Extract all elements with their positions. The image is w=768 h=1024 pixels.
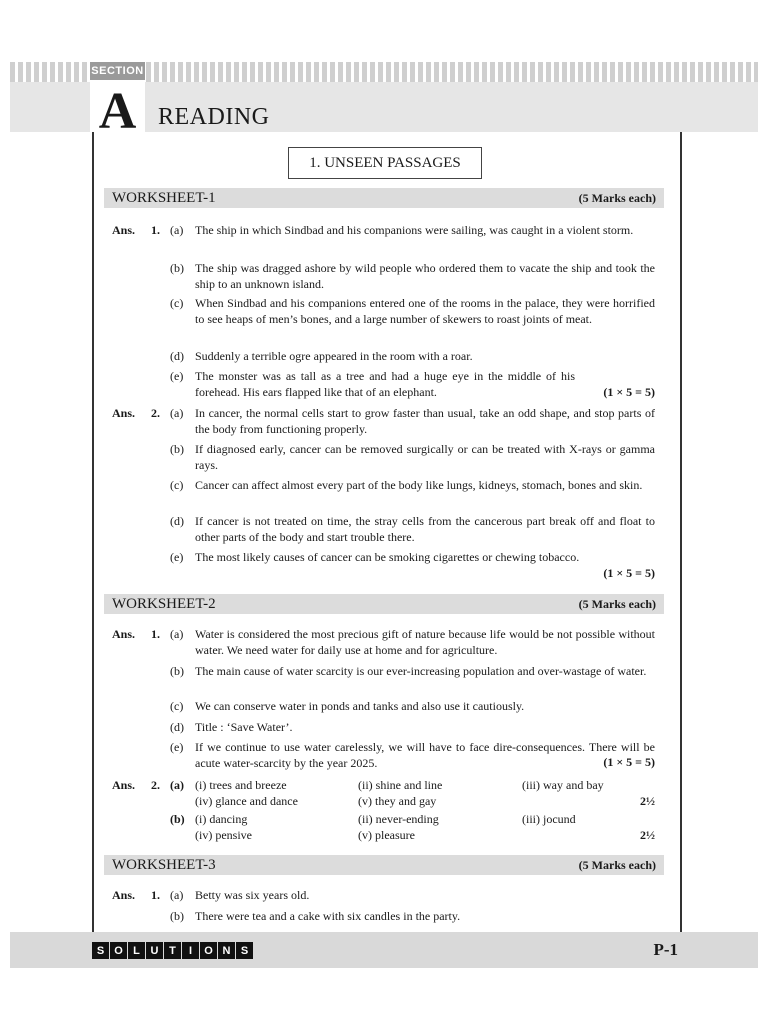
- worksheet-2-header: [104, 594, 664, 614]
- question-number: 1.: [151, 627, 160, 641]
- logo-letter: L: [128, 942, 145, 959]
- question-number: 1.: [151, 223, 160, 237]
- logo-letter: S: [92, 942, 109, 959]
- match-cell: (v) they and gay: [358, 794, 437, 808]
- answer-text: Cancer can affect almost every part of the body like lungs, kidneys, stomach, bones and skin.: [195, 478, 643, 492]
- match-cell: (ii) shine and line: [358, 778, 443, 792]
- worksheet-marks: (5 Marks each): [578, 596, 656, 611]
- answer-text: The most likely causes of cancer can be smoking cigarettes or chewing tobacco.: [195, 550, 580, 564]
- item-label: (e): [170, 369, 184, 383]
- item-label: (c): [170, 699, 184, 713]
- item-label: (d): [170, 514, 184, 528]
- answer-text: The monster was as tall as a tree and had a huge eye in the middle of his forehead. His ears flapped like that of an elephant.: [195, 369, 575, 399]
- question-number: 2.: [151, 406, 160, 420]
- logo-letter: T: [164, 942, 181, 959]
- item-label: (c): [170, 478, 184, 492]
- match-cell: (v) pleasure: [358, 828, 415, 842]
- item-label: (e): [170, 740, 184, 754]
- section-title: READING: [158, 104, 270, 130]
- match-cell: (ii) never-ending: [358, 812, 439, 826]
- match-cell: (iv) pensive: [195, 828, 252, 842]
- logo-letter: I: [182, 942, 199, 959]
- item-label: (b): [170, 909, 184, 923]
- answer-label: Ans.: [112, 627, 136, 641]
- answer-text: Betty was six years old.: [195, 888, 310, 902]
- match-cell: (i) dancing: [195, 812, 248, 826]
- question-number: 2.: [151, 778, 160, 792]
- answer-text: The ship was dragged ashore by wild people who ordered them to vacate the ship and took the ship to an unknown island.: [195, 261, 655, 291]
- logo-letter: N: [218, 942, 235, 959]
- question-number: 1.: [151, 888, 160, 902]
- answer-text: If we continue to use water carelessly, we will have to face dire-consequences. There will be acute water-scarcity by the year 2025.: [195, 740, 655, 770]
- answer-label: Ans.: [112, 888, 136, 902]
- match-cell: (iii) jocund: [522, 812, 576, 826]
- section-tag: SECTION: [90, 62, 145, 80]
- answer-label: Ans.: [112, 406, 136, 420]
- answer-text: Title : ‘Save Water’.: [195, 720, 293, 734]
- item-label: (a): [170, 223, 184, 237]
- answer-text: In cancer, the normal cells start to grow faster than usual, take an odd shape, and stop parts of the body from functioning properly.: [195, 406, 655, 436]
- answer-label: Ans.: [112, 778, 136, 792]
- worksheet-3-header: [104, 855, 664, 875]
- match-cell: (iii) way and bay: [522, 778, 604, 792]
- answer-label: Ans.: [112, 223, 136, 237]
- item-label: (a): [170, 888, 184, 902]
- logo-letter: S: [236, 942, 253, 959]
- answer-text: If cancer is not treated on time, the stray cells from the cancerous part break off and float to other parts of the body and start trouble there.: [195, 514, 655, 544]
- logo-letter: O: [110, 942, 127, 959]
- marks-label: (1 × 5 = 5): [603, 385, 655, 399]
- item-label: (b): [170, 442, 184, 456]
- worksheet-marks: (5 Marks each): [578, 857, 656, 872]
- answer-text: There were tea and a cake with six candles in the party.: [195, 909, 461, 923]
- item-label: (b): [170, 261, 184, 275]
- worksheet-title: WORKSHEET-2: [112, 595, 216, 612]
- item-label: (d): [170, 349, 184, 363]
- marks-label: (1 × 5 = 5): [603, 566, 655, 580]
- match-cell: (iv) glance and dance: [195, 794, 298, 808]
- answer-text: If diagnosed early, cancer can be removed surgically or can be treated with X-rays or gamma rays.: [195, 442, 655, 472]
- chapter-title: 1. UNSEEN PASSAGES: [288, 147, 482, 179]
- marks-label: 2½: [640, 794, 655, 808]
- item-label: (d): [170, 720, 184, 734]
- worksheet-1-header: [104, 188, 664, 208]
- logo-letter: U: [146, 942, 163, 959]
- item-label: (a): [170, 778, 184, 792]
- item-label: (a): [170, 406, 184, 420]
- answer-text: The ship in which Sindbad and his companions were sailing, was caught in a violent storm.: [195, 223, 634, 237]
- marks-label: 2½: [640, 828, 655, 842]
- worksheet-marks: (5 Marks each): [578, 190, 656, 205]
- answer-text: We can conserve water in ponds and tanks and also use it cautiously.: [195, 699, 525, 713]
- logo-letter: O: [200, 942, 217, 959]
- answer-text: The main cause of water scarcity is our ever-increasing population and over-wastage of water.: [195, 664, 647, 678]
- answer-text: When Sindbad and his companions entered one of the rooms in the palace, they were horrified to see heaps of men’s bones, and a large number of skewers to roast joints of meat.: [195, 296, 655, 326]
- item-label: (b): [170, 664, 184, 678]
- worksheet-title: WORKSHEET-3: [112, 856, 216, 873]
- item-label: (a): [170, 627, 184, 641]
- worksheet-title: WORKSHEET-1: [112, 189, 216, 206]
- section-letter: A: [98, 83, 137, 140]
- item-label: (b): [170, 812, 185, 826]
- page-number: P-1: [653, 940, 678, 959]
- answer-text: Suddenly a terrible ogre appeared in the room with a roar.: [195, 349, 473, 363]
- answer-text: Water is considered the most precious gift of nature because life would be not possible without water. We need water for daily use at home and for agriculture.: [195, 627, 655, 657]
- item-label: (c): [170, 296, 184, 310]
- marks-label: (1 × 5 = 5): [603, 755, 655, 769]
- solutions-logo: [92, 942, 253, 959]
- match-cell: (i) trees and breeze: [195, 778, 287, 792]
- item-label: (e): [170, 550, 184, 564]
